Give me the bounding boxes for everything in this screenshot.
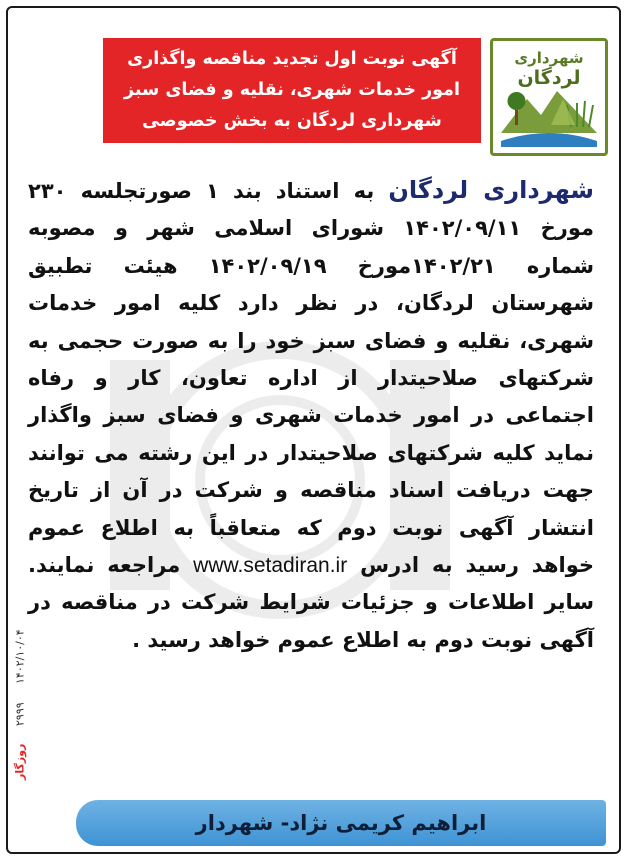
- logo-text-line1: شهرداری: [514, 49, 584, 67]
- municipality-logo: [490, 38, 608, 156]
- website-link[interactable]: www.setadiran.ir: [193, 554, 348, 578]
- municipality-name: شهرداری لردگان: [388, 176, 595, 204]
- mayor-signature: ابراهیم کریمی نژاد- شهردار: [195, 811, 487, 835]
- ad-body-paragraph: [28, 172, 594, 659]
- body-text-part2: مراجعه نمایند. سایر اطلاعات و جزئیات شرایط شرکت در مناقصه در آگهی نوبت دوم به اطلاع عموم خواهد رسید .: [28, 553, 594, 652]
- newspaper-brand: روزگار: [13, 743, 27, 781]
- banner-line-2: امور خدمات شهری، نقلیه و فضای سبز: [124, 80, 460, 100]
- ad-body: [28, 172, 594, 659]
- mayor-signature-bar: [76, 800, 606, 846]
- logo-text-line2: لردگان: [517, 67, 581, 89]
- ad-title-banner: [103, 38, 481, 143]
- banner-line-3: شهرداری لردگان به بخش خصوصی: [142, 111, 442, 131]
- body-text-part1: به استناد بند ۱ صورتجلسه ۲۳۰ مورخ ۱۴۰۲/۰۹/۱۱ شورای اسلامی شهر و مصوبه شماره ۱۴۰۲/۲۱مورخ ۱۴۰۲/۰۹/۱۹ هیئت تطبیق شهرستان لردگان، در نظر دارد کلیه امور خدمات شهری، نقلیه و فضای سبز خود را به صورت حجمی به شرکتهای صلاحیتدار از اداره تعاون، کار و رفاه اجتماعی در امور خدمات شهری و فضای سبز واگذار نماید کلیه شرکتهای صلاحیتدار در این رشته می توانند جهت دریافت اسناد مناقصه و شرکت در آن از تاریخ انتشار آگهی نوبت دوم که متعاقباً به اطلاع عموم خواهد رسید به ادرس: [28, 179, 595, 578]
- issue-date: ۱۴۰۲/۱۰/۰۴: [13, 629, 27, 685]
- issue-number: ۲۹۹۹: [13, 702, 27, 726]
- newspaper-side-strip: [10, 620, 30, 790]
- banner-line-1: آگهی نوبت اول تجدید مناقصه واگذاری: [127, 49, 457, 69]
